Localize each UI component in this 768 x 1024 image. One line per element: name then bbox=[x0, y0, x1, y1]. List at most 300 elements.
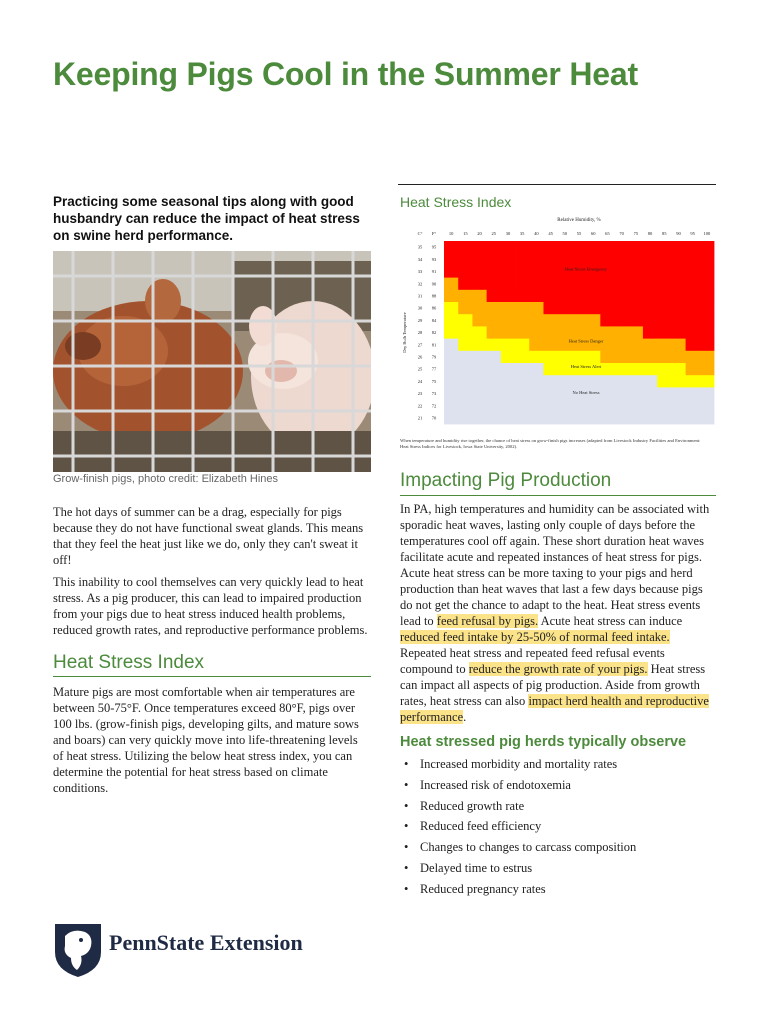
y-tick-label-c: 25 bbox=[417, 366, 423, 372]
heatmap-cell bbox=[458, 314, 473, 327]
heatmap-cell bbox=[458, 412, 473, 425]
heatmap-cell bbox=[572, 290, 587, 303]
x-tick-label: 45 bbox=[548, 231, 553, 236]
heatmap-cell bbox=[487, 314, 502, 327]
heatmap-cell bbox=[629, 412, 644, 425]
heatmap-cell bbox=[629, 339, 644, 352]
highlighted-phrase: impact herd health and reproductive performance bbox=[400, 694, 709, 724]
heatmap-cell bbox=[600, 412, 615, 425]
heatmap-cell bbox=[657, 253, 672, 266]
heatmap-cell bbox=[643, 412, 658, 425]
heatmap-cell bbox=[529, 339, 544, 352]
heatmap-cell bbox=[686, 387, 701, 400]
heatmap-cell bbox=[700, 302, 715, 315]
heatmap-cell bbox=[700, 375, 715, 388]
text-segment: Acute heat stress can induce bbox=[538, 614, 683, 628]
heatmap-cell bbox=[700, 265, 715, 278]
section-heading-heat-stress-index: Heat Stress Index bbox=[53, 652, 205, 673]
heatmap-cell bbox=[444, 400, 459, 413]
list-item-text: Increased morbidity and mortality rates bbox=[420, 757, 618, 771]
heatmap-cell bbox=[501, 363, 516, 376]
heatmap-cell bbox=[543, 290, 558, 303]
heatmap-cell bbox=[671, 241, 686, 254]
y-tick-label-f: 79 bbox=[431, 354, 437, 360]
heatmap-cell bbox=[671, 412, 686, 425]
heatmap-cell bbox=[558, 241, 573, 254]
heatmap-cell bbox=[615, 387, 630, 400]
heatmap-cell bbox=[700, 400, 715, 413]
heatmap-cell bbox=[600, 314, 615, 327]
heatmap-cell bbox=[515, 265, 530, 278]
heatmap-cell bbox=[515, 314, 530, 327]
heatmap-cell bbox=[700, 253, 715, 266]
heatmap-cell bbox=[458, 302, 473, 315]
y-tick-label-c: 24 bbox=[417, 378, 423, 384]
list-item bbox=[404, 756, 714, 777]
list-item bbox=[404, 860, 714, 881]
heatmap-cell bbox=[671, 278, 686, 291]
heatmap-cell bbox=[558, 412, 573, 425]
heatmap-cell bbox=[657, 375, 672, 388]
heatmap-cell bbox=[472, 265, 487, 278]
heatmap-cell bbox=[515, 375, 530, 388]
heatmap-cell bbox=[686, 339, 701, 352]
heatmap-cell bbox=[686, 290, 701, 303]
heatmap-cell bbox=[472, 387, 487, 400]
y-tick-label-f: 88 bbox=[431, 293, 437, 299]
heatmap-cell bbox=[686, 363, 701, 376]
x-tick-label: 60 bbox=[590, 231, 596, 236]
pigs-photo bbox=[53, 251, 371, 472]
list-item-text: Delayed time to estrus bbox=[420, 860, 533, 875]
heatmap-cell bbox=[615, 339, 630, 352]
heatmap-cell bbox=[600, 326, 615, 339]
list-item bbox=[404, 818, 714, 839]
y-tick-label-c: 32 bbox=[417, 281, 423, 287]
heatmap-cell bbox=[600, 363, 615, 376]
heatmap-cell bbox=[501, 253, 516, 266]
photo-caption: Grow-finish pigs, photo credit: Elizabeth Hines bbox=[53, 473, 278, 485]
heatmap-cell bbox=[444, 302, 459, 315]
heatmap-cell bbox=[671, 265, 686, 278]
heatmap-cell bbox=[444, 339, 459, 352]
heatmap-cell bbox=[558, 387, 573, 400]
heatmap-cell bbox=[586, 253, 601, 266]
y-tick-label-c: 33 bbox=[417, 269, 423, 275]
heatmap-cell bbox=[543, 400, 558, 413]
heatmap-cell bbox=[543, 339, 558, 352]
heatmap-cell bbox=[487, 253, 502, 266]
heatmap-cell bbox=[686, 314, 701, 327]
heatmap-cell bbox=[487, 412, 502, 425]
heatmap-cell bbox=[543, 265, 558, 278]
heatmap-cell bbox=[643, 326, 658, 339]
heatmap-cell bbox=[444, 253, 459, 266]
heatmap-cell bbox=[458, 265, 473, 278]
y-tick-label-c: 34 bbox=[417, 256, 423, 262]
heatmap-cell bbox=[700, 339, 715, 352]
heatmap-cell bbox=[643, 387, 658, 400]
heatmap-cell bbox=[501, 412, 516, 425]
heatmap-cell bbox=[657, 314, 672, 327]
heatmap-cell bbox=[657, 265, 672, 278]
heatmap-cell bbox=[586, 412, 601, 425]
heatmap-cell bbox=[700, 351, 715, 364]
x-tick-label: 15 bbox=[463, 231, 468, 236]
heatmap-cell bbox=[529, 302, 544, 315]
heatmap-cell bbox=[515, 326, 530, 339]
pigs-photo-illustration bbox=[53, 251, 371, 472]
heatmap-cell bbox=[657, 363, 672, 376]
y-tick-label-f: 90 bbox=[431, 281, 437, 287]
heatmap-cell bbox=[543, 253, 558, 266]
heatmap-cell bbox=[444, 412, 459, 425]
heatmap-cell bbox=[458, 278, 473, 291]
y-tick-label-c: 22 bbox=[417, 403, 423, 409]
pennstate-extension-logo bbox=[53, 920, 343, 980]
heatmap-cell bbox=[543, 302, 558, 315]
y-tick-label-c: 30 bbox=[417, 305, 423, 311]
heatmap-cell bbox=[572, 375, 587, 388]
heatmap-cell bbox=[643, 241, 658, 254]
x-tick-label: 30 bbox=[505, 231, 511, 236]
heatmap-cell bbox=[501, 265, 516, 278]
section-rule-left bbox=[53, 676, 371, 677]
heatmap-cell bbox=[543, 278, 558, 291]
heatmap-cell bbox=[600, 400, 615, 413]
heatmap-cell bbox=[515, 400, 530, 413]
heatmap-cell bbox=[515, 302, 530, 315]
heatmap-cell bbox=[458, 387, 473, 400]
heatmap-cell bbox=[686, 400, 701, 413]
heatmap-cell bbox=[586, 278, 601, 291]
x-tick-label: 85 bbox=[662, 231, 667, 236]
heatmap-cell bbox=[629, 363, 644, 376]
heatmap-cell bbox=[629, 314, 644, 327]
text-segment: Heat stress can impact all aspects of pig production. Aside from growth rates, heat stress can also bbox=[400, 662, 706, 708]
heatmap-cell bbox=[629, 253, 644, 266]
text-segment: Repeated heat stress and repeated feed refusal events compound to bbox=[400, 646, 665, 676]
heatmap-cell bbox=[558, 314, 573, 327]
heatmap-cell bbox=[671, 375, 686, 388]
heatmap-cell bbox=[643, 339, 658, 352]
heatmap-cell bbox=[586, 290, 601, 303]
heatmap-cell bbox=[600, 290, 615, 303]
heatmap-cell bbox=[671, 253, 686, 266]
y-tick-label-f: 77 bbox=[431, 366, 437, 372]
heatmap-cell bbox=[686, 375, 701, 388]
heatmap-cell bbox=[458, 253, 473, 266]
heatmap-cell bbox=[487, 278, 502, 291]
heatmap-cell bbox=[515, 339, 530, 352]
text-segment: In PA, high temperatures and humidity can be associated with sporadic heat waves, lasting only couple of days before the temperatures cool off again. These short duration heat waves facilitate acute and repeated instances of heat stress for pigs. Acute heat stress can be more taxing to your pigs and herd production than heat waves that last a few days because pigs do not get the chance to adapt to the heat. Heat stress events lead to bbox=[400, 502, 710, 628]
heatmap-cell bbox=[444, 314, 459, 327]
heatmap-cell bbox=[515, 387, 530, 400]
heatmap-cell bbox=[657, 412, 672, 425]
y-tick-label-c: 35 bbox=[417, 244, 423, 250]
heatmap-cell bbox=[643, 265, 658, 278]
heatmap-cell bbox=[529, 241, 544, 254]
heatmap-cell bbox=[558, 278, 573, 291]
heatmap-cell bbox=[671, 400, 686, 413]
heatmap-cell bbox=[686, 302, 701, 315]
heatmap-cell bbox=[600, 302, 615, 315]
highlighted-phrase: feed refusal by pigs. bbox=[436, 614, 539, 628]
bullet-icon: • bbox=[404, 819, 409, 834]
heatmap-cell bbox=[529, 412, 544, 425]
y-tick-label-c: 29 bbox=[417, 317, 423, 323]
observations-list bbox=[404, 756, 714, 902]
heatmap-cell bbox=[501, 302, 516, 315]
heatmap-cell bbox=[487, 363, 502, 376]
heatmap-cell bbox=[472, 253, 487, 266]
heatmap-cell bbox=[472, 363, 487, 376]
heatmap-cell bbox=[686, 326, 701, 339]
heatmap-cell bbox=[543, 363, 558, 376]
list-item bbox=[404, 839, 714, 860]
x-axis-label: Relative Humidity, % bbox=[557, 218, 601, 223]
heatmap-cell bbox=[572, 241, 587, 254]
heatmap-cell bbox=[501, 387, 516, 400]
y-tick-label-f: 82 bbox=[431, 330, 437, 336]
col-header-c: C° bbox=[417, 231, 423, 236]
heatmap-cell bbox=[444, 375, 459, 388]
heatmap-cell bbox=[643, 314, 658, 327]
heatmap-cell bbox=[487, 290, 502, 303]
heatmap-cell bbox=[543, 326, 558, 339]
heatmap-cell bbox=[643, 375, 658, 388]
y-tick-label-f: 91 bbox=[431, 269, 437, 275]
heatmap-cell bbox=[543, 375, 558, 388]
heatmap-cell bbox=[615, 241, 630, 254]
heatmap-cell bbox=[615, 326, 630, 339]
heatmap-cell bbox=[529, 363, 544, 376]
heatmap-cell bbox=[657, 351, 672, 364]
heatmap-cell bbox=[487, 302, 502, 315]
heatmap-cell bbox=[558, 326, 573, 339]
zone-label: Heat Stress Alert bbox=[570, 364, 602, 370]
heatmap-cell bbox=[501, 241, 516, 254]
heatmap-cell bbox=[671, 314, 686, 327]
bullet-icon: • bbox=[404, 798, 409, 813]
page-title: Keeping Pigs Cool in the Summer Heat bbox=[53, 56, 638, 92]
heatmap-cell bbox=[472, 290, 487, 303]
x-tick-label: 100 bbox=[703, 231, 711, 236]
heatmap-cell bbox=[657, 326, 672, 339]
heatmap-cell bbox=[458, 363, 473, 376]
x-tick-label: 10 bbox=[448, 231, 454, 236]
heatmap-cell bbox=[586, 375, 601, 388]
heatmap-cell bbox=[529, 387, 544, 400]
heatmap-cell bbox=[558, 400, 573, 413]
paragraph-sweat-glands: The hot days of summer can be a drag, especially for pigs because they do not have functional sweat glands. This means that they feel the heat just like we do, only they can't sweat it off! bbox=[53, 505, 364, 567]
heatmap-cell bbox=[501, 351, 516, 364]
heatmap-cell bbox=[572, 302, 587, 315]
heatmap-cell bbox=[529, 290, 544, 303]
y-tick-label-f: 86 bbox=[431, 305, 437, 311]
heatmap-cell bbox=[572, 314, 587, 327]
y-tick-label-f: 75 bbox=[431, 378, 437, 384]
heatmap-cell bbox=[529, 278, 544, 291]
heatmap-cell bbox=[458, 351, 473, 364]
x-tick-label: 75 bbox=[633, 231, 639, 236]
heatmap-cell bbox=[472, 278, 487, 291]
heatmap-cell bbox=[629, 375, 644, 388]
heatmap-cell bbox=[615, 375, 630, 388]
heatmap-cell bbox=[615, 412, 630, 425]
heatmap-cell bbox=[543, 387, 558, 400]
chart-heading: Heat Stress Index bbox=[400, 194, 512, 210]
heatmap-cell bbox=[629, 387, 644, 400]
heatmap-cell bbox=[529, 314, 544, 327]
heatmap-cell bbox=[444, 326, 459, 339]
heatmap-cell bbox=[700, 278, 715, 291]
heatmap-cell bbox=[515, 363, 530, 376]
list-item bbox=[404, 798, 714, 819]
heatmap-cell bbox=[529, 400, 544, 413]
heatmap-cell bbox=[572, 326, 587, 339]
y-tick-label-f: 93 bbox=[431, 256, 437, 262]
heatmap-cell bbox=[643, 253, 658, 266]
bullet-icon: • bbox=[404, 860, 409, 875]
heatmap-cell bbox=[686, 265, 701, 278]
heatmap-cell bbox=[700, 290, 715, 303]
heatmap-cell bbox=[515, 412, 530, 425]
heatmap-cell bbox=[686, 253, 701, 266]
heatmap-cell bbox=[615, 253, 630, 266]
y-tick-label-f: 95 bbox=[431, 244, 437, 250]
x-tick-label: 20 bbox=[477, 231, 482, 236]
nittany-lion-shield-icon bbox=[53, 920, 103, 978]
x-tick-label: 55 bbox=[576, 231, 582, 236]
heatmap-cell bbox=[458, 375, 473, 388]
chart-footnote: When temperature and humidity rise together, the chance of heat stress on grow-finish pigs increases (adapted from Livestock Industry Facilities and Environment: Heat Stress Indices for Livestock, Iowa State University, 2002). bbox=[400, 438, 701, 449]
heatmap-cell bbox=[501, 339, 516, 352]
intro-text: Practicing some seasonal tips along with good husbandry can reduce the impact of heat stress on swine herd performance. bbox=[53, 194, 360, 243]
heatmap-cell bbox=[472, 241, 487, 254]
heatmap-cell bbox=[643, 400, 658, 413]
heatmap-cell bbox=[600, 253, 615, 266]
paragraph-comfort-temps: Mature pigs are most comfortable when air temperatures are between 50-75°F. Once temperatures exceed 80°F, pigs over 100 lbs. (grow-finish pigs, developing gilts, and mature sows and boars) can very quickly move into life-threatening levels of heat stress. Utilizing the below heat stress index, you can determine the potential for heat stress based on climate conditions. bbox=[53, 685, 359, 795]
heatmap-cell bbox=[501, 278, 516, 291]
heatmap-cell bbox=[515, 241, 530, 254]
heatmap-cell bbox=[615, 363, 630, 376]
x-tick-label: 50 bbox=[562, 231, 568, 236]
heatmap-cell bbox=[558, 290, 573, 303]
heatmap-cell bbox=[671, 339, 686, 352]
heatmap-cell bbox=[700, 314, 715, 327]
x-tick-label: 35 bbox=[519, 231, 525, 236]
heatmap-cell bbox=[615, 278, 630, 291]
highlighted-phrase: reduce the growth rate of your pigs. bbox=[468, 662, 648, 676]
bullet-icon: • bbox=[404, 881, 409, 896]
col-header-f: F° bbox=[431, 231, 437, 236]
heatmap-cell bbox=[615, 302, 630, 315]
heatmap-cell bbox=[686, 241, 701, 254]
heatmap-cell bbox=[472, 302, 487, 315]
y-tick-label-f: 81 bbox=[431, 342, 437, 348]
x-tick-label: 70 bbox=[619, 231, 624, 236]
y-tick-label-c: 26 bbox=[417, 354, 423, 360]
heatmap-cell bbox=[600, 375, 615, 388]
heatmap-cell bbox=[501, 290, 516, 303]
heatmap-cell bbox=[543, 351, 558, 364]
heatmap-cell bbox=[643, 302, 658, 315]
heatmap-cell bbox=[700, 241, 715, 254]
heatmap-cell bbox=[458, 241, 473, 254]
heatmap-cell bbox=[700, 326, 715, 339]
heatmap-cell bbox=[671, 326, 686, 339]
heatmap-cell bbox=[629, 326, 644, 339]
heatmap-cell bbox=[572, 412, 587, 425]
list-item-text: Reduced pregnancy rates bbox=[420, 881, 546, 896]
list-item-text: Increased risk of endotoxemia bbox=[420, 777, 571, 792]
list-item-text: Changes to changes to carcass composition bbox=[420, 840, 637, 855]
heatmap-cell bbox=[458, 326, 473, 339]
heatmap-cell bbox=[487, 400, 502, 413]
heatmap-cell bbox=[629, 265, 644, 278]
x-tick-label: 65 bbox=[605, 231, 610, 236]
y-tick-label-c: 23 bbox=[417, 391, 423, 397]
heatmap-cell bbox=[600, 241, 615, 254]
heatmap-cell bbox=[615, 290, 630, 303]
heatmap-cell bbox=[501, 400, 516, 413]
x-tick-label: 95 bbox=[690, 231, 695, 236]
heatmap-cell bbox=[558, 253, 573, 266]
heatmap-cell bbox=[515, 290, 530, 303]
heatmap-cell bbox=[700, 363, 715, 376]
heatmap-cell bbox=[657, 400, 672, 413]
section-rule-right bbox=[400, 495, 716, 496]
heatmap-cell bbox=[586, 351, 601, 364]
heatmap-cell bbox=[686, 351, 701, 364]
heatmap-cell bbox=[615, 265, 630, 278]
heatmap-cell bbox=[472, 314, 487, 327]
heatmap-cell bbox=[600, 278, 615, 291]
heatmap-cell bbox=[657, 241, 672, 254]
x-tick-label: 90 bbox=[676, 231, 681, 236]
heatmap-cell bbox=[629, 241, 644, 254]
heatmap-cell bbox=[444, 290, 459, 303]
subheading-herds-observe: Heat stressed pig herds typically observe bbox=[400, 734, 687, 750]
heatmap-cell bbox=[472, 326, 487, 339]
list-item bbox=[404, 881, 714, 902]
heatmap-cell bbox=[515, 351, 530, 364]
bullet-icon: • bbox=[404, 757, 409, 771]
heatmap-cell bbox=[615, 400, 630, 413]
y-tick-label-c: 28 bbox=[417, 330, 423, 336]
heatmap-cell bbox=[615, 314, 630, 327]
heatmap-cell bbox=[686, 412, 701, 425]
heatmap-cell bbox=[657, 278, 672, 291]
heatmap-cell bbox=[487, 326, 502, 339]
heatmap-cell bbox=[487, 387, 502, 400]
heatmap-cell bbox=[657, 290, 672, 303]
heatmap-cell bbox=[671, 387, 686, 400]
heatmap-cell bbox=[686, 278, 701, 291]
heatmap-cell bbox=[657, 339, 672, 352]
paragraph-production-impact bbox=[400, 501, 716, 725]
heatmap-cell bbox=[657, 302, 672, 315]
heatmap-cell bbox=[586, 314, 601, 327]
heatmap-cell bbox=[472, 412, 487, 425]
heatmap-cell bbox=[643, 351, 658, 364]
highlighted-phrase: reduced feed intake by 25-50% of normal feed intake. bbox=[400, 630, 670, 644]
heatmap-cell bbox=[458, 290, 473, 303]
heatmap-cell bbox=[586, 326, 601, 339]
heatmap-cell bbox=[529, 253, 544, 266]
heatmap-cell bbox=[600, 387, 615, 400]
